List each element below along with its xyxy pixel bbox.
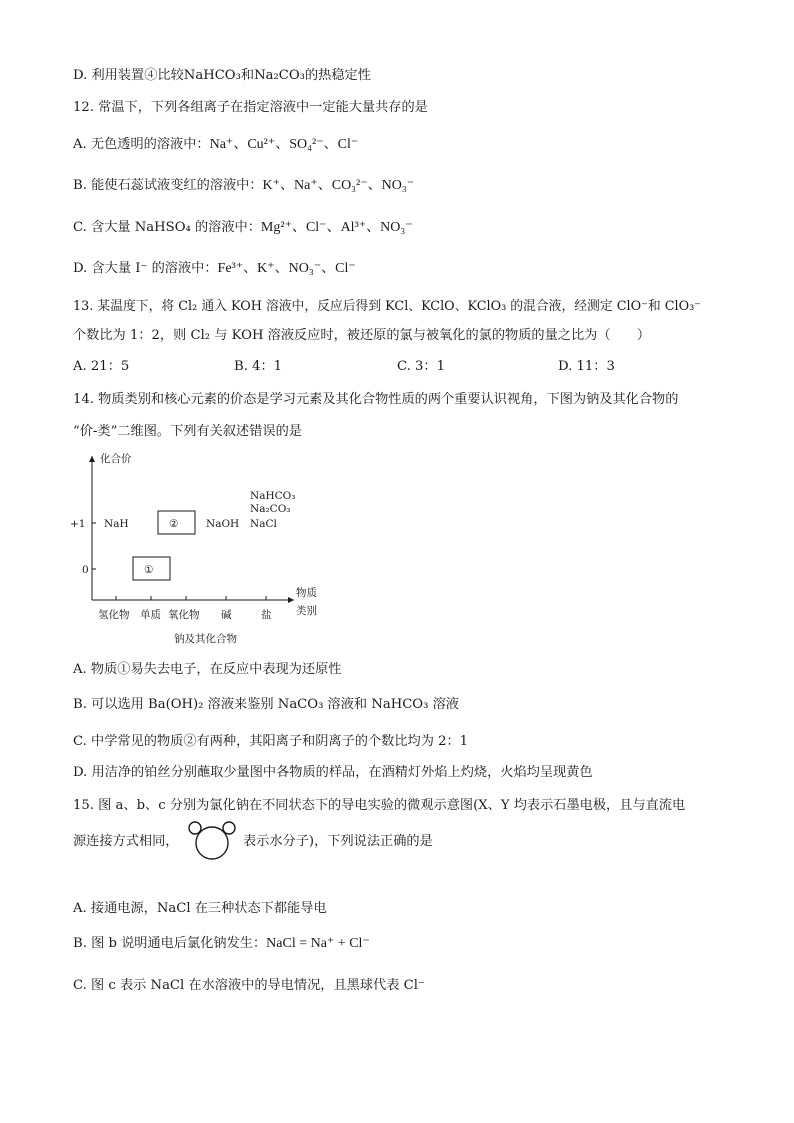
q14-option-b: B. 可以选用 Ba(OH)₂ 溶液来鉴别 NaCO₃ 溶液和 NaHCO₃ 溶液 bbox=[73, 697, 459, 712]
q12-option-c-ions: Mg²⁺、Cl⁻、Al³⁺、NO₃⁻ bbox=[260, 220, 413, 235]
q13-option-a: A. 21：5 bbox=[73, 359, 130, 374]
x-tick-element: 单质 bbox=[140, 609, 161, 621]
q12-stem: 12. 常温下，下列各组离子在指定溶液中一定能大量共存的是 bbox=[73, 100, 428, 115]
q12-option-b-ions: K⁺、Na⁺、CO₃²⁻、NO₃⁻ bbox=[262, 178, 415, 193]
x-tick-hydride: 氢化物 bbox=[98, 609, 130, 621]
y-tick-plus1: +1 bbox=[70, 518, 86, 530]
q14-stem-line1: 14. 物质类别和核心元素的价态是学习元素及其化合物性质的两个重要认识视角，下图为钠及其化合物的 bbox=[73, 392, 679, 407]
q12-option-c-text: C. 含大量 NaHSO₄ 的溶液中： bbox=[73, 220, 261, 235]
q12-option-d-text: D. 含大量 I⁻ 的溶液中： bbox=[73, 261, 218, 276]
y-tick-0: 0 bbox=[82, 564, 89, 576]
q13-option-d: D. 11：3 bbox=[558, 359, 615, 374]
x-axis-title-1: 物质 bbox=[296, 587, 317, 599]
q15-stem-line1: 15. 图 a、b、c 分别为氯化钠在不同状态下的导电实验的微观示意图(X、Y 均表示石墨电极，且与直流电 bbox=[73, 798, 686, 813]
q12-option-d-ions: Fe³⁺、K⁺、NO₃⁻、Cl⁻ bbox=[217, 261, 356, 276]
q13-stem-line1: 13. 某温度下，将 Cl₂ 通入 KOH 溶液中，反应后得到 KCl、KClO、KClO₃ 的混合液，经测定 ClO⁻和 ClO₃⁻ bbox=[73, 299, 701, 314]
q12-option-b bbox=[73, 176, 414, 196]
q12-option-a-text: A. 无色透明的溶液中： bbox=[73, 137, 210, 152]
q13-stem-line2: 个数比为 1：2，则 Cl₂ 与 KOH 溶液反应时，被还原的氯与被氧化的氯的物质的量之比为（ ） bbox=[73, 328, 651, 343]
label-substance-2: ② bbox=[169, 518, 179, 530]
q11-option-d: D. 利用装置④比较NaHCO₃和Na₂CO₃的热稳定性 bbox=[73, 68, 371, 83]
q15-stem-line2b: 表示水分子)，下列说法正确的是 bbox=[243, 834, 433, 849]
label-naoh: NaOH bbox=[206, 518, 240, 530]
x-tick-salt: 盐 bbox=[261, 609, 272, 621]
q14-option-d: D. 用洁净的铂丝分别蘸取少量图中各物质的样品，在酒精灯外焰上灼烧，火焰均呈现黄色 bbox=[73, 765, 593, 780]
x-tick-base: 碱 bbox=[221, 609, 232, 621]
q12-option-d bbox=[73, 259, 356, 279]
q12-option-b-text: B. 能使石蕊试液变红的溶液中： bbox=[73, 178, 263, 193]
q15-option-b bbox=[73, 934, 370, 954]
q14-option-c: C. 中学常见的物质②有两种，其阳离子和阴离子的个数比均为 2：1 bbox=[73, 734, 469, 749]
q15-option-a: A. 接通电源，NaCl 在三种状态下都能导电 bbox=[73, 901, 327, 916]
water-molecule-icon bbox=[186, 820, 238, 862]
x-axis-title-2: 类别 bbox=[296, 605, 317, 617]
q15-option-c: C. 图 c 表示 NaCl 在水溶液中的导电情况，且黑球代表 Cl⁻ bbox=[73, 978, 425, 993]
label-na2co3: Na₂CO₃ bbox=[250, 503, 291, 515]
q13-option-c: C. 3：1 bbox=[397, 359, 445, 374]
q12-option-a bbox=[73, 135, 358, 155]
q12-option-c bbox=[73, 218, 413, 238]
label-nahco3: NaHCO₃ bbox=[250, 490, 296, 502]
q15-stem-line2a: 源连接方式相同， bbox=[73, 834, 179, 849]
q15-option-b-equation: NaCl = Na⁺ + Cl⁻ bbox=[266, 936, 370, 951]
q14-stem-line2: “价-类”二维图。下列有关叙述错误的是 bbox=[73, 424, 302, 439]
label-nacl: NaCl bbox=[250, 518, 277, 530]
q15-option-b-text: B. 图 b 说明通电后氯化钠发生： bbox=[73, 936, 267, 951]
label-nah: NaH bbox=[104, 518, 129, 530]
y-axis-title: 化合价 bbox=[100, 453, 132, 465]
q14-option-a: A. 物质①易失去电子，在反应中表现为还原性 bbox=[73, 662, 342, 677]
chart-caption: 钠及其化合物 bbox=[174, 633, 237, 645]
label-substance-1: ① bbox=[144, 564, 154, 576]
q12-option-a-ions: Na⁺、Cu²⁺、SO₄²⁻、Cl⁻ bbox=[209, 137, 359, 152]
q13-option-b: B. 4：1 bbox=[234, 359, 283, 374]
x-tick-oxide: 氧化物 bbox=[168, 609, 200, 621]
valence-class-chart bbox=[70, 450, 338, 650]
